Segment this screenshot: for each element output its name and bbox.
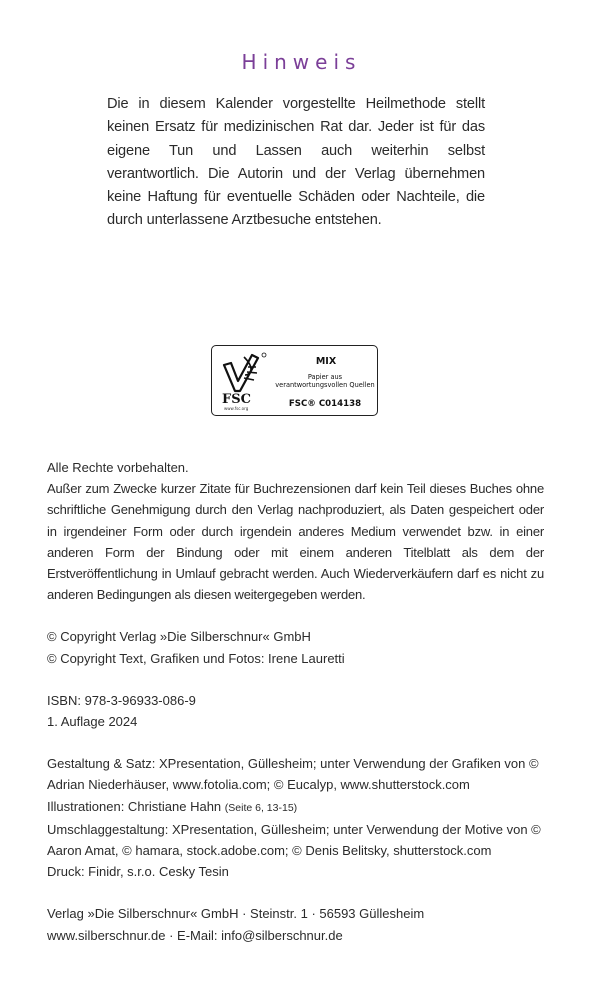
- publisher-web-email: www.silberschnur.de · E-Mail: info@silberschnur.de: [47, 927, 343, 943]
- illustration-pages: (Seite 6, 13-15): [224, 801, 298, 814]
- print-credits: Druck: Finidr, s.r.o. Cesky Tesin: [47, 864, 229, 880]
- design-credits: Gestaltung & Satz: XPresentation, Güllesheim; unter Verwendung der Grafiken von © Adrian Niederhäuser, www.fotolia.com; © Eucalyp, www.shutterstock.com: [47, 756, 539, 793]
- page-title: Hinweis: [241, 50, 362, 74]
- fsc-code: FSC® C014138: [288, 399, 362, 409]
- notice-text: Die in diesem Kalender vorgestellte Heilmethode stellt keinen Ersatz für medizinischen Rat dar. Jeder ist für das eigene Tun und Lassen auch weiterhin selbst verantwortlich. Die Autorin und der Verlag übernehmen keine Haftung für eventuelle Schäden oder Nachteile, die durch unterlassene Arztbesuche entstehen.: [107, 96, 485, 229]
- fsc-tree-logo-icon: [218, 351, 268, 411]
- isbn: ISBN: 978-3-96933-086-9: [47, 692, 196, 708]
- cover-credits: Umschlaggestaltung: XPresentation, Güllesheim; unter Verwendung der Motive von © Aaron Amat, © hamara, stock.adobe.com; © Denis Belitsky, shutterstock.com: [47, 821, 541, 859]
- copyright-content: © Copyright Text, Grafiken und Fotos: Irene Lauretti: [47, 650, 345, 666]
- rights-paragraph: Außer zum Zwecke kurzer Zitate für Buchrezensionen darf kein Teil dieses Buches ohne schriftliche Genehmigung durch den Verlag nachproduziert, als Daten gespeichert oder in irgendeiner Form oder durch irgendein anderes Medium verwendet bzw. in einer anderen Form der Bindung oder mit einem anderen Titelblatt als dem der Erstveröffentlichung in Umlauf gebracht werden. Auch Wiederverkäufern darf es nicht zu anderen Bedingungen als diesen weitergegeben werden.: [47, 481, 544, 603]
- publisher-address: Verlag »Die Silberschnur« GmbH · Steinstr. 1 · 56593 Güllesheim: [47, 906, 425, 922]
- fsc-logo-url: www.fsc.org: [224, 406, 249, 411]
- illustration-credits: [47, 796, 544, 819]
- rights-reserved: Alle Rechte vorbehalten.: [47, 460, 189, 475]
- copyright-publisher: © Copyright Verlag »Die Silberschnur« GmbH: [47, 629, 311, 645]
- edition: 1. Auflage 2024: [47, 714, 138, 730]
- fsc-label: [211, 345, 378, 416]
- fsc-logo-text: FSC: [222, 392, 251, 407]
- fsc-mix-label: MIX: [315, 356, 337, 367]
- fsc-description: Papier aus verantwortungsvollen Quellen: [275, 373, 375, 389]
- imprint: [47, 457, 544, 946]
- illustration-credit-name: Illustrationen: Christiane Hahn: [47, 798, 222, 814]
